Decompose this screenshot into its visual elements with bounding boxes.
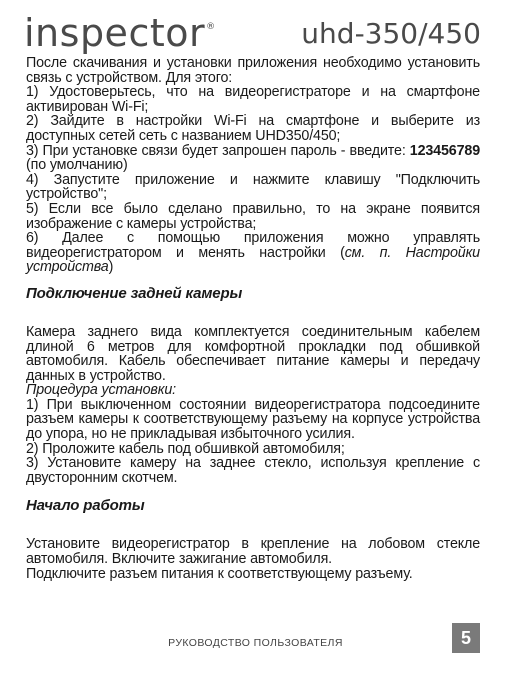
procedure-step-2: 2) Проложите кабель под обшивкой автомобиля;	[26, 440, 345, 457]
intro-step-4: 4) Запустите приложение и нажмите клавишу "Подключить устройство";	[26, 171, 480, 203]
rear-camera-heading: Подключение задней камеры	[26, 284, 243, 302]
settings-reference: см. п. Настройки устройства	[26, 244, 480, 276]
brand-logo	[24, 10, 216, 56]
page-header	[24, 10, 481, 56]
intro-step-6-text: 6) Далее с помощью приложения можно управлять видеорегистратором и менять настройки (	[26, 230, 480, 261]
procedure-step-1: 1) При выключенном состоянии видеорегистратора подсоедините разъем камеры к соответствующему разъему на корпусе устройства до упора, но не прикладывая избыточного усилия.	[26, 396, 480, 443]
getting-started-heading: Начало работы	[26, 497, 145, 515]
rear-camera-paragraph: Камера заднего вида комплектуется соединительным кабелем длиной 6 метров для комфортной прокладки под обшивкой автомобиля. Кабель обеспечивает питание камеры и передачу данных в устройство.	[26, 323, 480, 384]
intro-step-6-suffix: )	[108, 259, 114, 276]
intro-step-1: 1) Удостоверьтесь, что на видеорегистраторе и на смартфоне активирован Wi-Fi;	[26, 84, 480, 115]
getting-started-line-1: Установите видеорегистратор в крепление на лобовом стекле автомобиля. Включите зажигание автомобиля.	[26, 536, 480, 568]
registered-mark: ®	[206, 22, 216, 32]
intro-step-3-suffix: (по умолчанию)	[26, 157, 128, 174]
intro-step-3	[26, 144, 480, 173]
intro-step-5: 5) Если все было сделано правильно, то на экране появится изображение с камеры устройства;	[26, 200, 480, 232]
getting-started-line-2: Подключите разъем питания к соответствующему разъему.	[26, 565, 413, 582]
intro-paragraph: После скачивания и установки приложения необходимо установить связь с устройством. Для этого:	[26, 55, 480, 86]
intro-step-6	[26, 231, 480, 275]
page-number: 5	[452, 623, 480, 653]
default-password: 123456789	[409, 142, 480, 159]
procedure-title: Процедура установки:	[26, 382, 176, 399]
brand-name: inspector	[24, 11, 206, 55]
model-name: uhd-350/450	[301, 17, 481, 50]
intro-step-2: 2) Зайдите в настройки Wi-Fi на смартфоне и выберите из доступных сетей сеть с названием UHD350/450;	[26, 113, 480, 144]
page-content	[26, 56, 480, 581]
footer-label: РУКОВОДСТВО ПОЛЬЗОВАТЕЛЯ	[168, 637, 343, 649]
intro-step-3-text: 3) При установке связи будет запрошен пароль - введите:	[26, 142, 410, 159]
procedure-step-3: 3) Установите камеру на заднее стекло, используя крепление с двусторонним скотчем.	[26, 455, 480, 486]
